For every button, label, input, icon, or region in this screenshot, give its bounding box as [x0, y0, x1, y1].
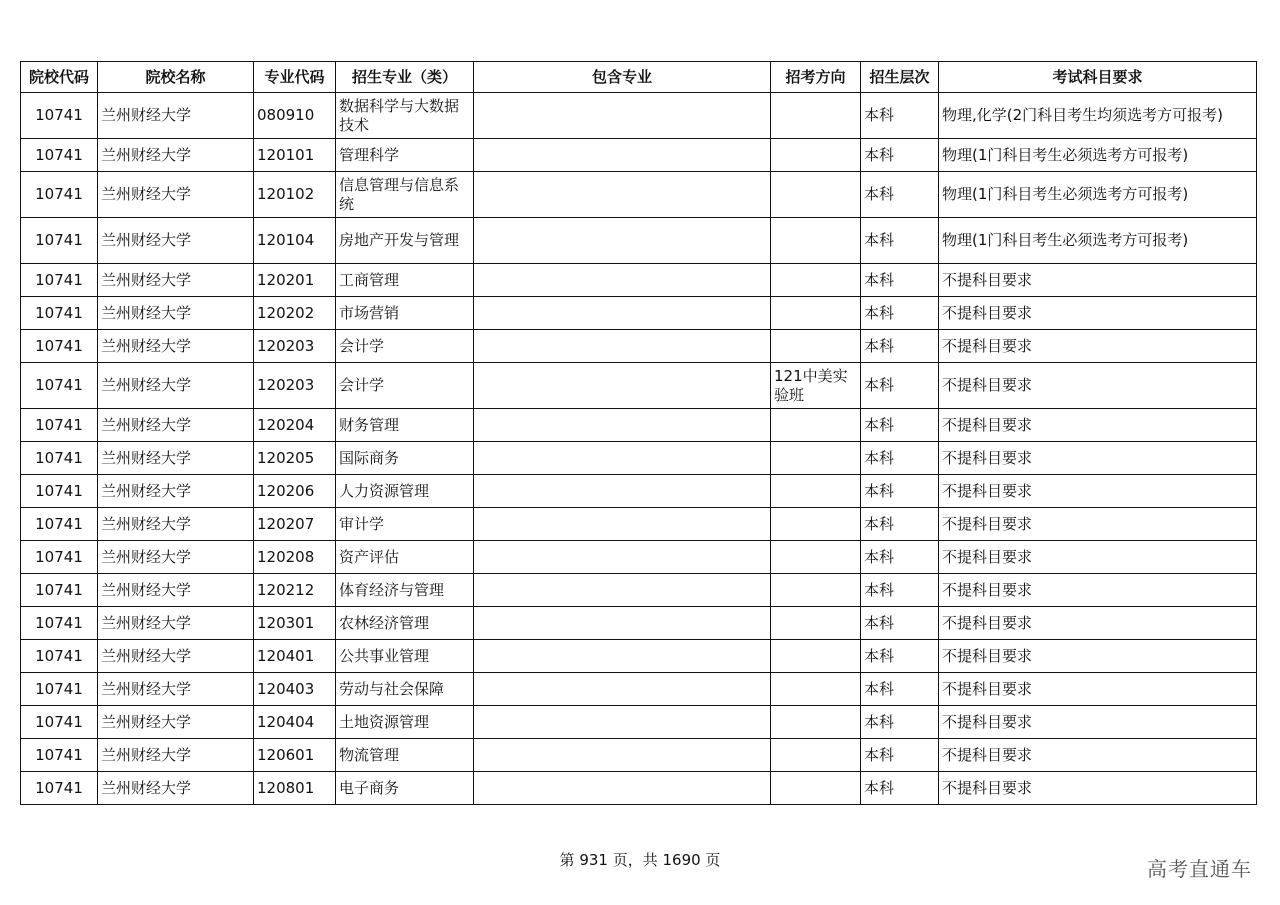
cell-level: 本科: [861, 409, 939, 442]
header-row: [21, 62, 1257, 93]
table-row: [21, 475, 1257, 508]
cell-level: 本科: [861, 442, 939, 475]
table-row: [21, 264, 1257, 297]
cell-major-code: 120202: [254, 297, 336, 330]
table-row: [21, 772, 1257, 805]
cell-school-code: 10741: [21, 139, 98, 172]
table-row: [21, 442, 1257, 475]
cell-direction: [771, 574, 861, 607]
cell-level: 本科: [861, 574, 939, 607]
cell-included-majors: [474, 475, 771, 508]
cell-school-name: 兰州财经大学: [98, 640, 254, 673]
cell-school-code: 10741: [21, 607, 98, 640]
cell-school-name: 兰州财经大学: [98, 442, 254, 475]
cell-direction: [771, 541, 861, 574]
cell-major: 会计学: [336, 363, 474, 409]
cell-included-majors: [474, 607, 771, 640]
cell-level: 本科: [861, 541, 939, 574]
cell-included-majors: [474, 673, 771, 706]
cell-school-code: 10741: [21, 772, 98, 805]
cell-level: 本科: [861, 139, 939, 172]
cell-major-code: 120102: [254, 172, 336, 218]
cell-major: 工商管理: [336, 264, 474, 297]
cell-included-majors: [474, 139, 771, 172]
cell-included-majors: [474, 363, 771, 409]
cell-school-name: 兰州财经大学: [98, 574, 254, 607]
cell-school-name: 兰州财经大学: [98, 93, 254, 139]
cell-level: 本科: [861, 218, 939, 264]
cell-school-code: 10741: [21, 172, 98, 218]
cell-school-code: 10741: [21, 93, 98, 139]
cell-requirement: 不提科目要求: [939, 409, 1257, 442]
cell-requirement: 不提科目要求: [939, 706, 1257, 739]
cell-major: 人力资源管理: [336, 475, 474, 508]
cell-requirement: 不提科目要求: [939, 673, 1257, 706]
cell-school-code: 10741: [21, 574, 98, 607]
cell-direction: [771, 739, 861, 772]
cell-major: 审计学: [336, 508, 474, 541]
cell-school-name: 兰州财经大学: [98, 772, 254, 805]
cell-major: 土地资源管理: [336, 706, 474, 739]
table-row: [21, 640, 1257, 673]
cell-major: 电子商务: [336, 772, 474, 805]
cell-major-code: 080910: [254, 93, 336, 139]
cell-major: 数据科学与大数据技术: [336, 93, 474, 139]
cell-major-code: 120101: [254, 139, 336, 172]
table-row: [21, 409, 1257, 442]
table-row: [21, 93, 1257, 139]
cell-school-code: 10741: [21, 739, 98, 772]
cell-included-majors: [474, 541, 771, 574]
cell-direction: [771, 508, 861, 541]
cell-school-name: 兰州财经大学: [98, 607, 254, 640]
page-number: 第 931 页，共 1690 页: [559, 851, 721, 869]
table-row: [21, 172, 1257, 218]
table-row: [21, 363, 1257, 409]
cell-school-name: 兰州财经大学: [98, 264, 254, 297]
cell-direction: [771, 93, 861, 139]
header-included-majors: 包含专业: [474, 62, 771, 93]
cell-included-majors: [474, 739, 771, 772]
cell-direction: 121中美实验班: [771, 363, 861, 409]
cell-requirement: 物理(1门科目考生必须选考方可报考): [939, 139, 1257, 172]
cell-major-code: 120207: [254, 508, 336, 541]
cell-requirement: 不提科目要求: [939, 508, 1257, 541]
cell-requirement: 物理,化学(2门科目考生均须选考方可报考): [939, 93, 1257, 139]
cell-major-code: 120204: [254, 409, 336, 442]
cell-direction: [771, 706, 861, 739]
table-row: [21, 541, 1257, 574]
cell-major-code: 120104: [254, 218, 336, 264]
cell-school-code: 10741: [21, 706, 98, 739]
cell-requirement: 不提科目要求: [939, 442, 1257, 475]
cell-school-name: 兰州财经大学: [98, 706, 254, 739]
cell-major: 公共事业管理: [336, 640, 474, 673]
cell-requirement: 不提科目要求: [939, 739, 1257, 772]
cell-major-code: 120208: [254, 541, 336, 574]
table-row: [21, 739, 1257, 772]
cell-major-code: 120212: [254, 574, 336, 607]
cell-school-name: 兰州财经大学: [98, 363, 254, 409]
cell-direction: [771, 475, 861, 508]
cell-school-code: 10741: [21, 330, 98, 363]
table-row: [21, 297, 1257, 330]
cell-included-majors: [474, 409, 771, 442]
cell-school-code: 10741: [21, 508, 98, 541]
cell-direction: [771, 297, 861, 330]
cell-major: 国际商务: [336, 442, 474, 475]
cell-major-code: 120601: [254, 739, 336, 772]
cell-level: 本科: [861, 706, 939, 739]
cell-school-name: 兰州财经大学: [98, 508, 254, 541]
cell-included-majors: [474, 574, 771, 607]
cell-requirement: 不提科目要求: [939, 475, 1257, 508]
table-row: [21, 330, 1257, 363]
cell-major: 物流管理: [336, 739, 474, 772]
table-body: [21, 93, 1257, 805]
cell-level: 本科: [861, 475, 939, 508]
cell-level: 本科: [861, 172, 939, 218]
cell-requirement: 不提科目要求: [939, 330, 1257, 363]
cell-school-code: 10741: [21, 218, 98, 264]
cell-school-code: 10741: [21, 475, 98, 508]
header-school-code: 院校代码: [21, 62, 98, 93]
cell-school-code: 10741: [21, 363, 98, 409]
cell-school-name: 兰州财经大学: [98, 218, 254, 264]
cell-major-code: 120206: [254, 475, 336, 508]
cell-major: 信息管理与信息系统: [336, 172, 474, 218]
cell-direction: [771, 607, 861, 640]
cell-major: 房地产开发与管理: [336, 218, 474, 264]
cell-included-majors: [474, 330, 771, 363]
cell-direction: [771, 172, 861, 218]
cell-major-code: 120301: [254, 607, 336, 640]
cell-included-majors: [474, 772, 771, 805]
cell-school-code: 10741: [21, 442, 98, 475]
table-row: [21, 706, 1257, 739]
cell-school-name: 兰州财经大学: [98, 297, 254, 330]
cell-school-code: 10741: [21, 297, 98, 330]
cell-included-majors: [474, 172, 771, 218]
cell-school-name: 兰州财经大学: [98, 673, 254, 706]
cell-school-name: 兰州财经大学: [98, 172, 254, 218]
table-row: [21, 139, 1257, 172]
cell-requirement: 物理(1门科目考生必须选考方可报考): [939, 172, 1257, 218]
cell-requirement: 不提科目要求: [939, 541, 1257, 574]
header-major-code: 专业代码: [254, 62, 336, 93]
cell-level: 本科: [861, 607, 939, 640]
cell-major: 体育经济与管理: [336, 574, 474, 607]
cell-direction: [771, 673, 861, 706]
cell-direction: [771, 442, 861, 475]
cell-school-name: 兰州财经大学: [98, 330, 254, 363]
cell-included-majors: [474, 264, 771, 297]
table-row: [21, 508, 1257, 541]
cell-requirement: 不提科目要求: [939, 363, 1257, 409]
cell-requirement: 不提科目要求: [939, 574, 1257, 607]
cell-level: 本科: [861, 508, 939, 541]
cell-major-code: 120401: [254, 640, 336, 673]
cell-school-code: 10741: [21, 409, 98, 442]
table-row: [21, 218, 1257, 264]
cell-major-code: 120403: [254, 673, 336, 706]
cell-direction: [771, 139, 861, 172]
cell-included-majors: [474, 640, 771, 673]
cell-direction: [771, 330, 861, 363]
header-level: 招生层次: [861, 62, 939, 93]
table-row: [21, 607, 1257, 640]
cell-major: 管理科学: [336, 139, 474, 172]
header-requirement: 考试科目要求: [939, 62, 1257, 93]
watermark-text: 高考直通车: [1147, 857, 1252, 881]
cell-requirement: 不提科目要求: [939, 607, 1257, 640]
cell-direction: [771, 772, 861, 805]
cell-requirement: 不提科目要求: [939, 772, 1257, 805]
cell-level: 本科: [861, 363, 939, 409]
cell-major: 市场营销: [336, 297, 474, 330]
cell-school-name: 兰州财经大学: [98, 409, 254, 442]
cell-major: 劳动与社会保障: [336, 673, 474, 706]
cell-direction: [771, 640, 861, 673]
cell-level: 本科: [861, 330, 939, 363]
header-major: 招生专业（类）: [336, 62, 474, 93]
cell-included-majors: [474, 508, 771, 541]
cell-included-majors: [474, 297, 771, 330]
cell-requirement: 不提科目要求: [939, 297, 1257, 330]
cell-level: 本科: [861, 264, 939, 297]
cell-level: 本科: [861, 673, 939, 706]
cell-level: 本科: [861, 297, 939, 330]
cell-included-majors: [474, 218, 771, 264]
table-row: [21, 574, 1257, 607]
cell-school-code: 10741: [21, 673, 98, 706]
cell-major-code: 120404: [254, 706, 336, 739]
cell-major: 财务管理: [336, 409, 474, 442]
cell-requirement: 物理(1门科目考生必须选考方可报考): [939, 218, 1257, 264]
cell-major: 农林经济管理: [336, 607, 474, 640]
cell-included-majors: [474, 442, 771, 475]
cell-major-code: 120203: [254, 363, 336, 409]
cell-level: 本科: [861, 739, 939, 772]
cell-school-name: 兰州财经大学: [98, 475, 254, 508]
cell-major-code: 120201: [254, 264, 336, 297]
table-row: [21, 673, 1257, 706]
cell-major-code: 120203: [254, 330, 336, 363]
cell-direction: [771, 218, 861, 264]
cell-level: 本科: [861, 772, 939, 805]
cell-school-code: 10741: [21, 640, 98, 673]
cell-school-code: 10741: [21, 264, 98, 297]
cell-school-code: 10741: [21, 541, 98, 574]
cell-school-name: 兰州财经大学: [98, 541, 254, 574]
cell-major-code: 120801: [254, 772, 336, 805]
header-school-name: 院校名称: [98, 62, 254, 93]
cell-direction: [771, 409, 861, 442]
cell-included-majors: [474, 706, 771, 739]
cell-school-name: 兰州财经大学: [98, 139, 254, 172]
admissions-table: [20, 61, 1257, 805]
cell-direction: [771, 264, 861, 297]
cell-requirement: 不提科目要求: [939, 264, 1257, 297]
cell-major: 资产评估: [336, 541, 474, 574]
header-direction: 招考方向: [771, 62, 861, 93]
cell-major: 会计学: [336, 330, 474, 363]
cell-major-code: 120205: [254, 442, 336, 475]
cell-level: 本科: [861, 93, 939, 139]
cell-level: 本科: [861, 640, 939, 673]
cell-included-majors: [474, 93, 771, 139]
cell-requirement: 不提科目要求: [939, 640, 1257, 673]
cell-school-name: 兰州财经大学: [98, 739, 254, 772]
